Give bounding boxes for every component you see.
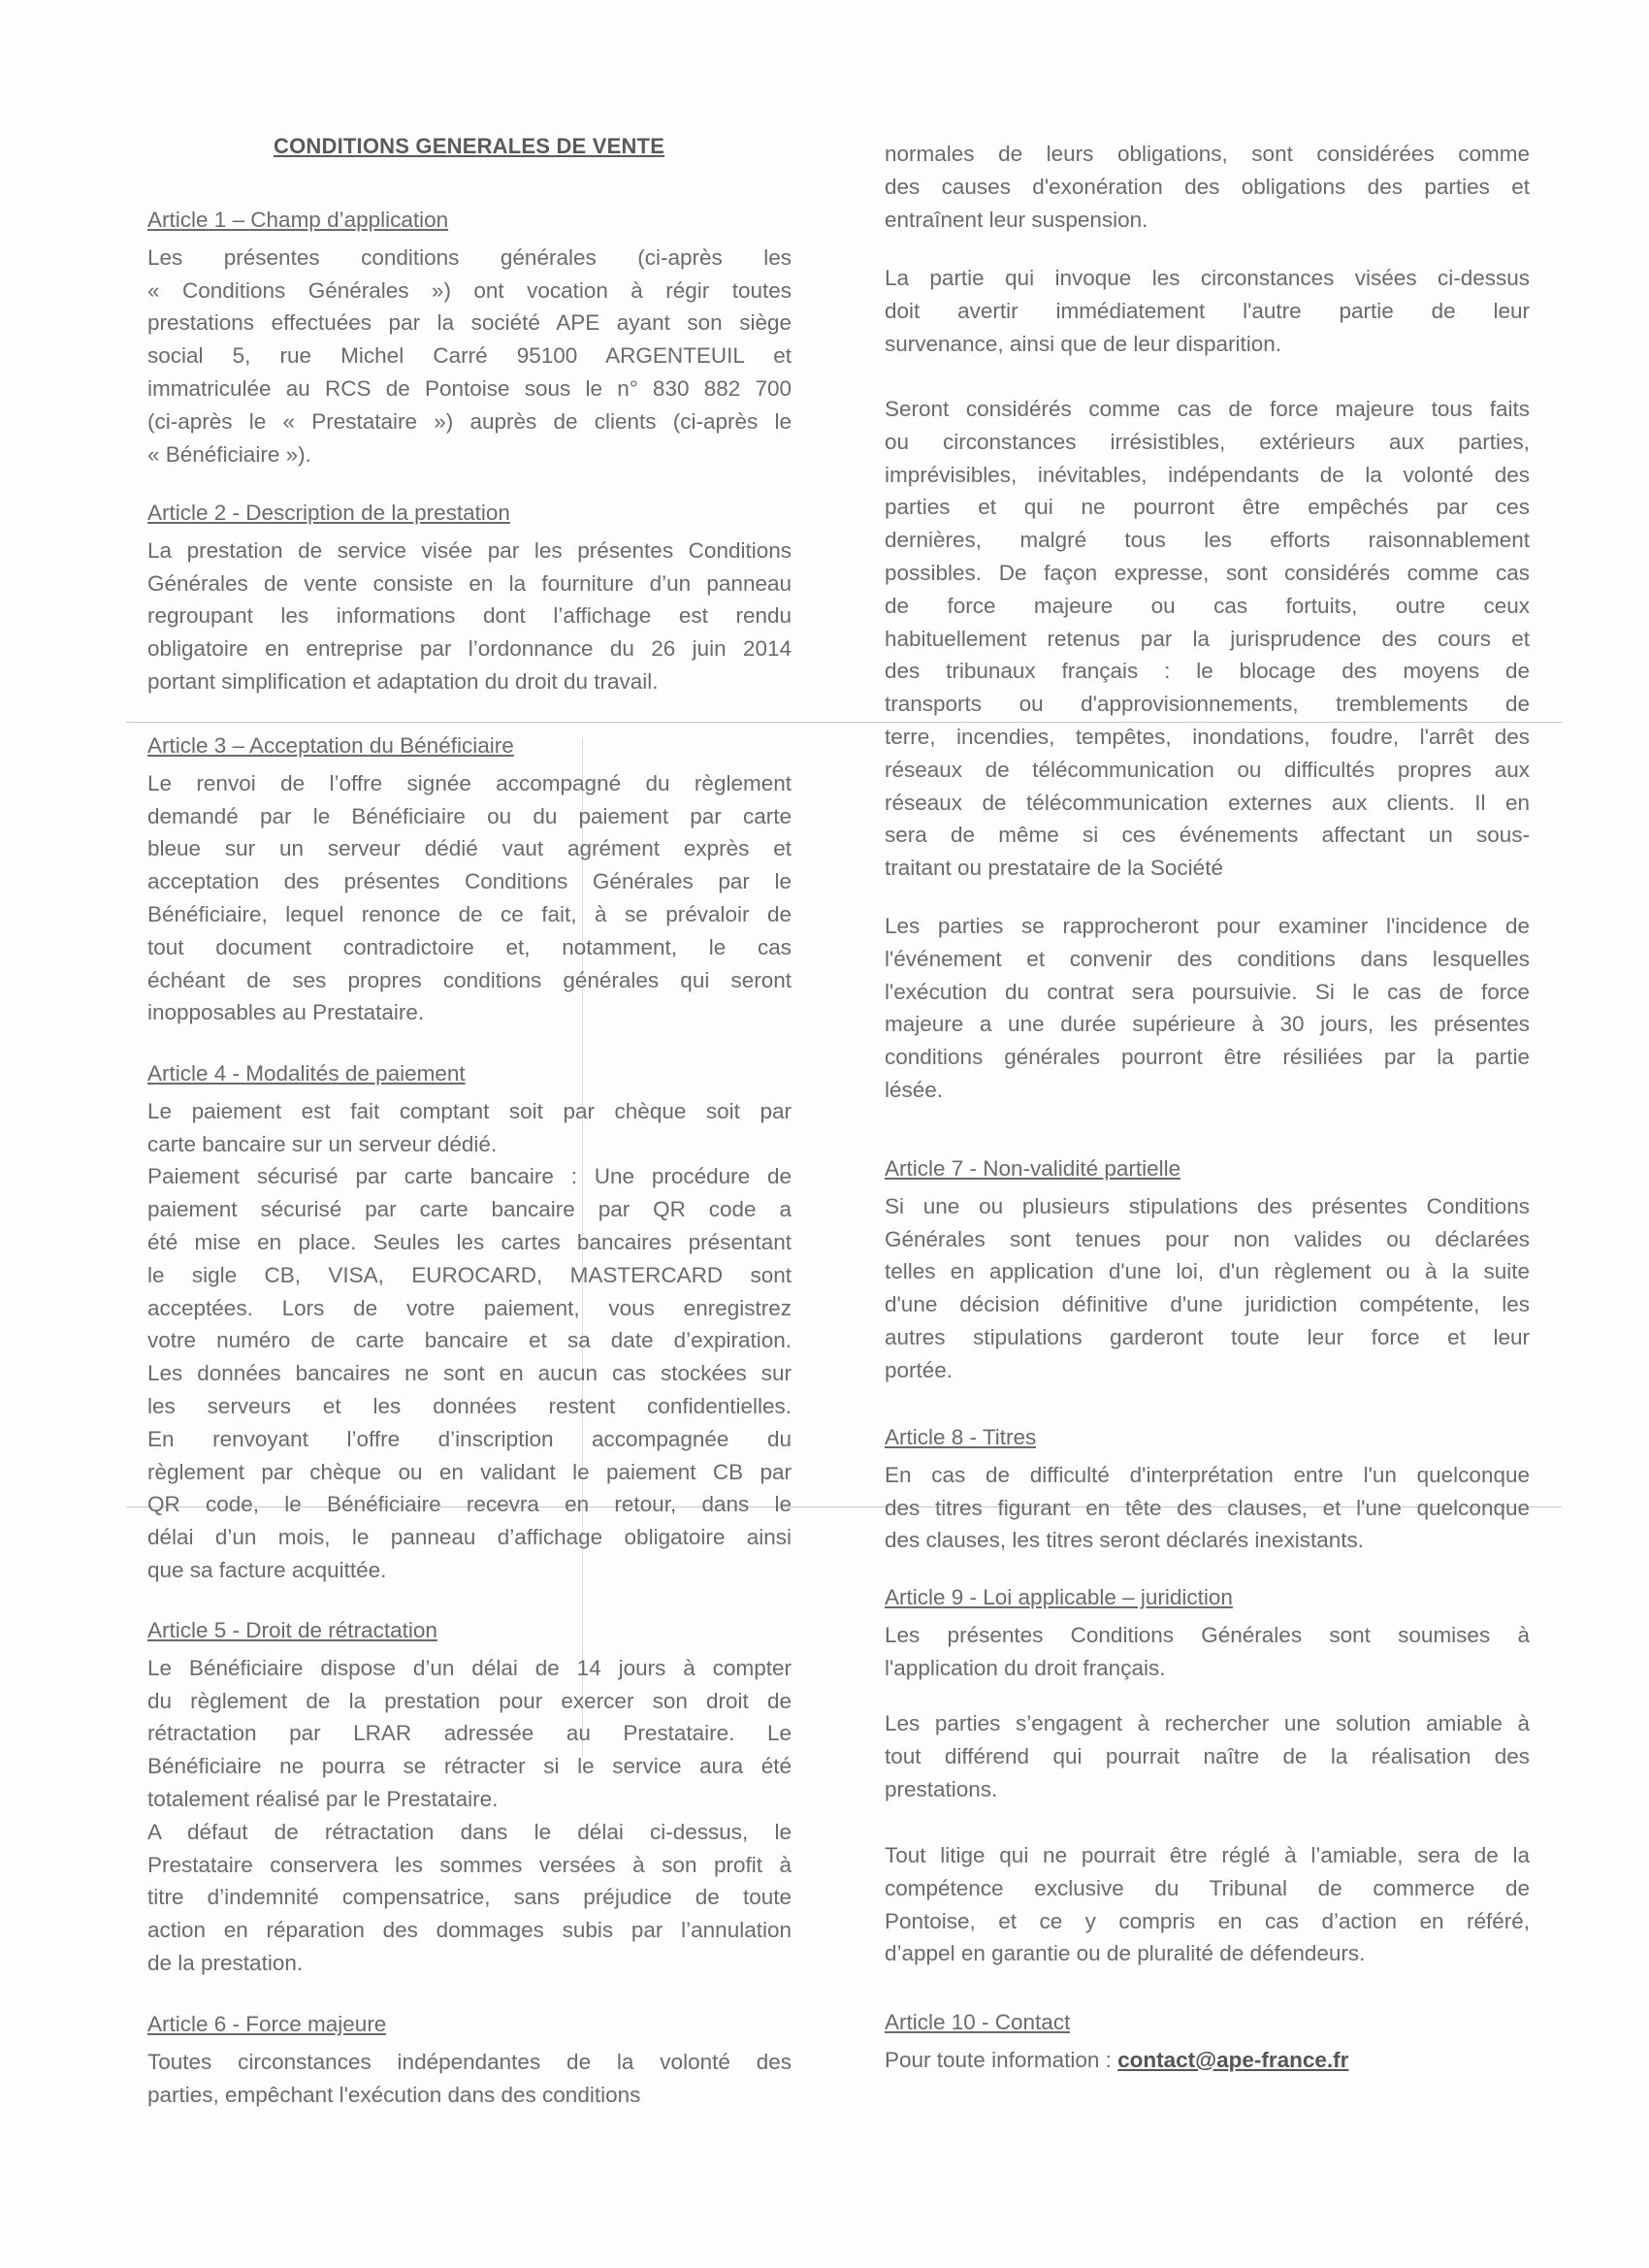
paragraph-line: des titres figurant en tête des clauses, et l'une quelconque	[885, 1495, 1530, 1520]
paragraph-line: l'exécution du contrat sera poursuivie. Si le cas de force	[885, 979, 1530, 1004]
paragraph-line: compétence exclusive du Tribunal de commerce de	[885, 1875, 1530, 1900]
paragraph-line: « Bénéficiaire »).	[147, 441, 311, 467]
paragraph-line: Pontoise, et ce y compris en cas d’action en référé,	[885, 1908, 1530, 1933]
paragraph-line: rétractation par LRAR adressée au Prestataire. Le	[147, 1721, 792, 1746]
paragraph-line: Générales sont tenues pour non valides ou déclarées	[885, 1226, 1530, 1251]
article-heading: Article 9 - Loi applicable – juridiction	[885, 1585, 1233, 1609]
article-heading: Article 6 - Force majeure	[147, 2012, 387, 2036]
article-heading: Article 8 - Titres	[885, 1425, 1037, 1449]
paragraph-line: Le paiement est fait comptant soit par chèque soit par	[147, 1098, 792, 1123]
paragraph-line: Prestataire conservera les sommes versées à son profit à	[147, 1852, 792, 1877]
paragraph-line: été mise en place. Seules les cartes bancaires présentant	[147, 1229, 792, 1254]
paragraph-line: Les parties se rapprocheront pour examiner l'incidence de	[885, 914, 1530, 938]
paragraph-line: En renvoyant l’offre d’inscription accompagnée du	[147, 1426, 792, 1451]
paragraph-line: votre numéro de carte bancaire et sa date d’expiration.	[147, 1328, 792, 1353]
paragraph-line: sera de même si ces événements affectant un sous-	[885, 823, 1530, 848]
paragraph-line: prestations effectuées par la société APE ayant son siège	[147, 310, 792, 336]
article-heading: Article 2 - Description de la prestation	[147, 501, 510, 525]
paragraph-line: possibles. De façon expresse, sont considérés comme cas	[885, 560, 1530, 585]
paragraph-line: Pour toute information : contact@ape-france.fr	[885, 2047, 1349, 2072]
paragraph-line: obligatoire en entreprise par l’ordonnance du 26 juin 2014	[147, 636, 792, 662]
paragraph-line: parties, empêchant l'exécution dans des conditions	[147, 2082, 641, 2107]
article-section	[147, 204, 792, 470]
paragraph-line: demandé par le Bénéficiaire ou du paiement par carte	[147, 803, 792, 828]
article-section	[885, 138, 1530, 236]
paragraph-line: délai d’un mois, le panneau d’affichage obligatoire ainsi	[147, 1525, 792, 1550]
paragraph-line: regroupant les informations dont l’affichage est rendu	[147, 603, 792, 629]
paragraph-line: du règlement de la prestation pour exercer son droit de	[147, 1688, 792, 1713]
paragraph-line: normales de leurs obligations, sont considérées comme	[885, 142, 1530, 166]
paragraph-line: immatriculée au RCS de Pontoise sous le n° 830 882 700	[147, 375, 792, 401]
paragraph-line: Paiement sécurisé par carte bancaire : Une procédure de	[147, 1164, 792, 1189]
paragraph-line: QR code, le Bénéficiaire recevra en retour, dans le	[147, 1492, 792, 1517]
contact-email-link[interactable]: contact@ape-france.fr	[1117, 2047, 1349, 2072]
article-section	[147, 1614, 792, 1980]
paragraph-line: doit avertir immédiatement l'autre partie de leur	[885, 298, 1530, 323]
article-section	[885, 1581, 1530, 1684]
paragraph-line: tout document contradictoire et, notamment, le cas	[147, 934, 792, 959]
paragraph-line: portée.	[885, 1357, 954, 1382]
paragraph-line: Les données bancaires ne sont en aucun cas stockées sur	[147, 1361, 792, 1386]
paragraph-line: traitant ou prestataire de la Société	[885, 856, 1223, 881]
paragraph-line: imprévisibles, inévitables, indépendants de la volonté des	[885, 462, 1530, 487]
article-heading: Article 10 - Contact	[885, 2010, 1071, 2034]
paragraph-line: En cas de difficulté d'interprétation entre l'un quelconque	[885, 1462, 1530, 1487]
article-section	[147, 2008, 792, 2111]
paragraph-line: Bénéficiaire, lequel renonce de ce fait, à se prévaloir de	[147, 901, 792, 926]
paragraph-line: Le Bénéficiaire dispose d’un délai de 14 jours à compter	[147, 1655, 792, 1680]
article-section	[147, 1057, 792, 1587]
paragraph-line: paiement sécurisé par carte bancaire par QR code a	[147, 1197, 792, 1222]
paragraph-line: lésée.	[885, 1077, 944, 1102]
paragraph-line: Les présentes conditions générales (ci-après les	[147, 244, 792, 270]
paragraph-line: l'application du droit français.	[885, 1655, 1166, 1680]
paragraph-line: totalement réalisé par le Prestataire.	[147, 1786, 499, 1811]
paragraph-line: Toutes circonstances indépendantes de la volonté des	[147, 2049, 792, 2074]
paragraph-line: réseaux de télécommunication externes aux clients. Il en	[885, 790, 1530, 815]
paragraph-line: de la prestation.	[147, 1950, 304, 1975]
article-section	[147, 497, 792, 698]
article-section	[885, 2006, 1530, 2077]
article-heading: Article 7 - Non-validité partielle	[885, 1156, 1181, 1181]
article-heading: Article 3 – Acceptation du Bénéficiaire	[147, 733, 514, 758]
paragraph-line: prestations.	[885, 1776, 998, 1801]
paragraph-line: Bénéficiaire ne pourra se rétracter si le service aura été	[147, 1754, 792, 1779]
paragraph-line: Les parties s’engagent à rechercher une solution amiable à	[885, 1711, 1530, 1735]
paragraph-line: A défaut de rétractation dans le délai ci-dessus, le	[147, 1819, 792, 1844]
article-section	[885, 910, 1530, 1107]
paragraph-line: tout différend qui pourrait naître de la réalisation des	[885, 1743, 1530, 1768]
paragraph-line: conditions générales pourront être résiliées par la partie	[885, 1045, 1530, 1070]
paragraph-line: Le renvoi de l’offre signée accompagné du règlement	[147, 770, 792, 795]
article-heading: Article 5 - Droit de rétractation	[147, 1618, 437, 1642]
paragraph-line: La partie qui invoque les circonstances visées ci-dessus	[885, 266, 1530, 290]
document-title: CONDITIONS GENERALES DE VENTE	[274, 134, 665, 158]
article-section	[885, 1152, 1530, 1387]
paragraph-line: entraînent leur suspension.	[885, 207, 1148, 232]
paragraph-line: que sa facture acquittée.	[147, 1557, 387, 1582]
paragraph-line: majeure a une durée supérieure à 30 jours, les présentes	[885, 1012, 1530, 1037]
paragraph-line: réseaux de télécommunication ou difficultés propres aux	[885, 757, 1530, 782]
article-heading: Article 4 - Modalités de paiement	[147, 1061, 466, 1085]
paragraph-line: « Conditions Générales ») ont vocation à régir toutes	[147, 277, 792, 303]
article-section	[885, 1707, 1530, 1805]
paragraph-line: Tout litige qui ne pourrait être réglé à l’amiable, sera de la	[885, 1843, 1530, 1867]
paragraph-line: dernières, malgré tous les efforts raisonnablement	[885, 528, 1530, 553]
paragraph-line: portant simplification et adaptation du droit du travail.	[147, 668, 659, 694]
paragraph-line: survenance, ainsi que de leur disparition.	[885, 331, 1281, 356]
paragraph-line: telles en application d'une loi, d'un règlement ou à la suite	[885, 1259, 1530, 1284]
paragraph-line: d’appel en garantie ou de pluralité de défendeurs.	[885, 1941, 1366, 1966]
paragraph-line: Les présentes Conditions Générales sont soumises à	[885, 1622, 1530, 1647]
article-section	[885, 393, 1530, 885]
article-section	[885, 262, 1530, 360]
paragraph-line: des tribunaux français : le blocage des moyens de	[885, 659, 1530, 684]
article-section	[885, 1421, 1530, 1557]
article-section	[147, 729, 792, 1029]
paragraph-line: autres stipulations garderont toute leur force et leur	[885, 1324, 1530, 1349]
paragraph-line: Si une ou plusieurs stipulations des présentes Conditions	[885, 1193, 1530, 1218]
paragraph-line: le sigle CB, VISA, EUROCARD, MASTERCARD sont	[147, 1262, 792, 1287]
paragraph-line: carte bancaire sur un serveur dédié.	[147, 1131, 498, 1156]
paragraph-line: social 5, rue Michel Carré 95100 ARGENTEUIL et	[147, 343, 792, 369]
paragraph-line: La prestation de service visée par les présentes Conditions	[147, 537, 792, 563]
paragraph-line: ou circonstances irrésistibles, extérieurs aux parties,	[885, 429, 1530, 454]
paragraph-line: des clauses, les titres seront déclarés inexistants.	[885, 1528, 1364, 1553]
paragraph-line: habituellement retenus par la jurisprudence des cours et	[885, 626, 1530, 651]
paragraph-line: action en réparation des dommages subis par l’annulation	[147, 1918, 792, 1943]
paragraph-line: les serveurs et les données restent confidentielles.	[147, 1393, 792, 1418]
paragraph-line: acceptées. Lors de votre paiement, vous enregistrez	[147, 1295, 792, 1320]
paragraph-line: d'une décision définitive d'une juridiction compétente, les	[885, 1292, 1530, 1317]
article-heading: Article 1 – Champ d’application	[147, 208, 449, 232]
paragraph-line: l'événement et convenir des conditions dans lesquelles	[885, 946, 1530, 971]
paragraph-line: acceptation des présentes Conditions Générales par le	[147, 869, 792, 894]
paragraph-line: des causes d'exonération des obligations des parties et	[885, 174, 1530, 199]
paragraph-line: règlement par chèque ou en validant le paiement CB par	[147, 1459, 792, 1484]
paragraph-line: transports ou d'approvisionnements, tremblements de	[885, 692, 1530, 717]
paragraph-line: bleue sur un serveur dédié vaut agrément exprès et	[147, 836, 792, 861]
article-section	[885, 1839, 1530, 1970]
paragraph-line: parties et qui ne pourront être empêchés par ces	[885, 495, 1530, 520]
paragraph-line: titre d’indemnité compensatrice, sans préjudice de toute	[147, 1885, 792, 1910]
paragraph-line: de force majeure ou cas fortuits, outre ceux	[885, 593, 1530, 618]
paragraph-line: Générales de vente consiste en la fourniture d’un panneau	[147, 570, 792, 596]
paragraph-line: terre, incendies, tempêtes, inondations, foudre, l'arrêt des	[885, 724, 1530, 749]
paragraph-line: Seront considérés comme cas de force majeure tous faits	[885, 397, 1530, 421]
paragraph-line: (ci-après le « Prestataire ») auprès de clients (ci-après le	[147, 408, 792, 434]
paragraph-line: inopposables au Prestataire.	[147, 1000, 425, 1025]
paragraph-line: échéant de ses propres conditions générales qui seront	[147, 967, 792, 992]
